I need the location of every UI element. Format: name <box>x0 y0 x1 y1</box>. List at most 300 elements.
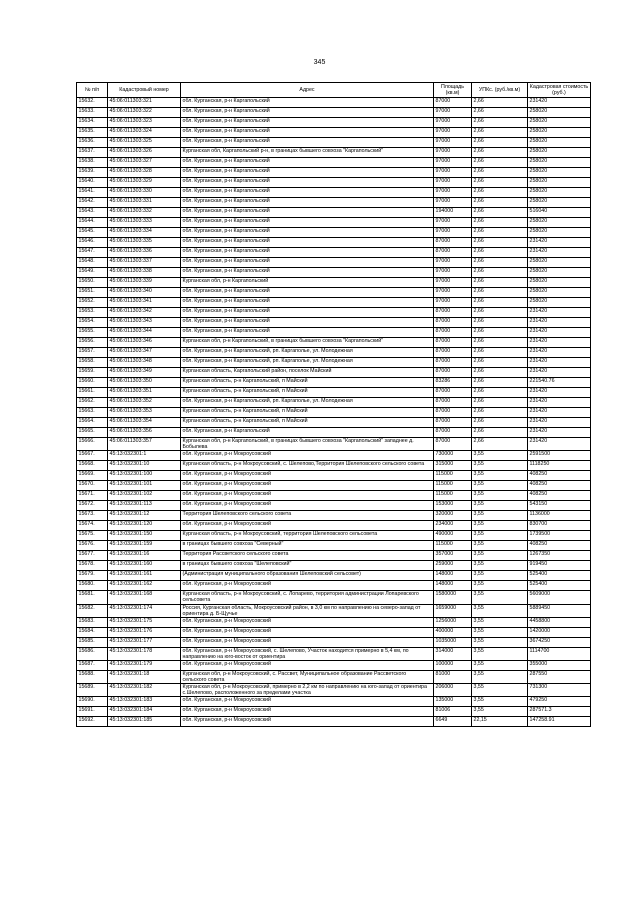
table-row <box>77 471 591 481</box>
cadastral-number-cell: 45:13:032301:159 <box>108 541 181 551</box>
address-cell: Курганская область, р-н Каргапольский, п Майский <box>181 418 434 428</box>
address-cell: Курганская область, р-н Мокроусовский, с. Шелепово,Территория Шелеповского сельского совета <box>181 461 434 471</box>
table-row <box>77 218 591 228</box>
address-cell: Курганская обл, р-н Каргапольский <box>181 278 434 288</box>
address-cell: обл. Курганская, р-н Каргапольский <box>181 98 434 108</box>
table-row <box>77 208 591 218</box>
cadastral-number-cell: 45:06:011303:322 <box>108 108 181 118</box>
cadastral-cost-cell: 287550 <box>528 670 591 683</box>
cadastral-cost-cell: 231420 <box>528 98 591 108</box>
row-number-cell: 15686. <box>77 647 108 660</box>
cadastral-number-cell: 45:06:011303:325 <box>108 138 181 148</box>
header-area: Площадь (кв.м) <box>434 83 472 98</box>
area-cell: 97000 <box>434 298 472 308</box>
cadastral-number-cell: 45:13:032301:101 <box>108 481 181 491</box>
row-number-cell: 15673. <box>77 511 108 521</box>
cadastral-number-cell: 45:06:011303:342 <box>108 308 181 318</box>
table-row <box>77 238 591 248</box>
table-row <box>77 318 591 328</box>
cadastral-cost-cell: 258020 <box>528 218 591 228</box>
area-cell: 87000 <box>434 428 472 438</box>
area-cell: 97000 <box>434 258 472 268</box>
address-cell: (Администрация муниципального образования Шелеповский сельсовет) <box>181 571 434 581</box>
row-number-cell: 15638. <box>77 158 108 168</box>
cadastral-cost-cell: 231420 <box>528 438 591 451</box>
address-cell: обл. Курганская, р-н Каргапольский <box>181 248 434 258</box>
upks-cell: 3,55 <box>472 451 528 461</box>
row-number-cell: 15672. <box>77 501 108 511</box>
cadastral-number-cell: 45:06:011303:353 <box>108 408 181 418</box>
row-number-cell: 15663. <box>77 408 108 418</box>
address-cell: обл. Курганская, р-н Каргапольский <box>181 158 434 168</box>
cadastral-cost-cell: 231420 <box>528 238 591 248</box>
cadastral-number-cell: 45:06:011303:347 <box>108 348 181 358</box>
table-row <box>77 418 591 428</box>
cadastral-cost-cell: 231420 <box>528 388 591 398</box>
cadastral-cost-cell: 258020 <box>528 298 591 308</box>
row-number-cell: 15644. <box>77 218 108 228</box>
cadastral-cost-cell: 543150 <box>528 501 591 511</box>
upks-cell: 3,55 <box>472 707 528 717</box>
address-cell: обл. Курганская, р-н Каргапольский <box>181 428 434 438</box>
cadastral-cost-cell: 2591500 <box>528 451 591 461</box>
cadastral-cost-cell: 1118250 <box>528 461 591 471</box>
row-number-cell: 15636. <box>77 138 108 148</box>
address-cell: обл. Курганская, р-н Каргапольский <box>181 288 434 298</box>
table-row <box>77 108 591 118</box>
upks-cell: 2,66 <box>472 148 528 158</box>
cadastral-number-cell: 45:06:011303:321 <box>108 98 181 108</box>
address-cell: обл. Курганская, р-н Мокроусовский <box>181 481 434 491</box>
area-cell: 97000 <box>434 138 472 148</box>
row-number-cell: 15646. <box>77 238 108 248</box>
upks-cell: 2,66 <box>472 268 528 278</box>
cadastral-number-cell: 45:13:032301:120 <box>108 521 181 531</box>
address-cell: Курганская область, р-н Каргапольский, п Майский <box>181 388 434 398</box>
upks-cell: 2,66 <box>472 198 528 208</box>
address-cell: в границах бывшего совхоза "Северный" <box>181 541 434 551</box>
table-row <box>77 278 591 288</box>
cadastral-number-cell: 45:06:011303:349 <box>108 368 181 378</box>
row-number-cell: 15657. <box>77 348 108 358</box>
cadastral-number-cell: 45:13:032301:161 <box>108 571 181 581</box>
area-cell: 1659000 <box>434 604 472 617</box>
area-cell: 87000 <box>434 248 472 258</box>
area-cell: 97000 <box>434 108 472 118</box>
cadastral-cost-cell: 231420 <box>528 338 591 348</box>
area-cell: 87000 <box>434 408 472 418</box>
cadastral-cost-cell: 258020 <box>528 118 591 128</box>
table-row <box>77 328 591 338</box>
cadastral-number-cell: 45:06:011303:351 <box>108 388 181 398</box>
cadastral-number-cell: 45:13:032301:150 <box>108 531 181 541</box>
header-cadastral-number: Кадастровый номер <box>108 83 181 98</box>
cadastral-cost-cell: 231420 <box>528 308 591 318</box>
upks-cell: 3,55 <box>472 684 528 697</box>
upks-cell: 3,55 <box>472 617 528 627</box>
address-cell: Курганская область, р-н Мокроусовский, территория Шелеповского сельсовета <box>181 531 434 541</box>
cadastral-cost-cell: 3674250 <box>528 637 591 647</box>
row-number-cell: 15679. <box>77 571 108 581</box>
table-row <box>77 408 591 418</box>
upks-cell: 2,66 <box>472 408 528 418</box>
row-number-cell: 15652. <box>77 298 108 308</box>
upks-cell: 3,55 <box>472 637 528 647</box>
cadastral-cost-cell: 1114700 <box>528 647 591 660</box>
area-cell: 87000 <box>434 368 472 378</box>
cadastral-number-cell: 45:13:032301:178 <box>108 647 181 660</box>
address-cell: обл. Курганская, р-н Мокроусовский <box>181 581 434 591</box>
cadastral-number-cell: 45:13:032301:182 <box>108 684 181 697</box>
cadastral-cost-cell: 258020 <box>528 138 591 148</box>
cadastral-number-cell: 45:06:011303:336 <box>108 248 181 258</box>
cadastral-cost-cell: 231420 <box>528 368 591 378</box>
upks-cell: 3,55 <box>472 697 528 707</box>
area-cell: 115000 <box>434 471 472 481</box>
row-number-cell: 15689. <box>77 684 108 697</box>
row-number-cell: 15640. <box>77 178 108 188</box>
cadastral-cost-cell: 258020 <box>528 128 591 138</box>
cadastral-number-cell: 45:13:032301:174 <box>108 604 181 617</box>
table-row <box>77 288 591 298</box>
table-row <box>77 684 591 697</box>
upks-cell: 2,66 <box>472 298 528 308</box>
area-cell: 490000 <box>434 531 472 541</box>
table-body <box>77 98 591 727</box>
address-cell: обл. Курганская, р-н Мокроусовский <box>181 617 434 627</box>
cadastral-number-cell: 45:06:011303:344 <box>108 328 181 338</box>
table-row <box>77 308 591 318</box>
cadastral-number-cell: 45:13:032301:176 <box>108 627 181 637</box>
area-cell: 87000 <box>434 398 472 408</box>
cadastral-cost-cell: 919450 <box>528 561 591 571</box>
row-number-cell: 15683. <box>77 617 108 627</box>
area-cell: 87000 <box>434 358 472 368</box>
area-cell: 115000 <box>434 541 472 551</box>
cadastral-cost-cell: 258020 <box>528 188 591 198</box>
table-row <box>77 581 591 591</box>
cadastral-number-cell: 45:06:011303:324 <box>108 128 181 138</box>
row-number-cell: 15682. <box>77 604 108 617</box>
header-cadastral-cost: Кадастровая стоимость (руб.) <box>528 83 591 98</box>
cadastral-cost-cell: 258020 <box>528 198 591 208</box>
table-row <box>77 660 591 670</box>
cadastral-cost-cell: 5609000 <box>528 591 591 604</box>
upks-cell: 2,66 <box>472 438 528 451</box>
upks-cell: 2,66 <box>472 218 528 228</box>
upks-cell: 2,66 <box>472 178 528 188</box>
address-cell: обл. Курганская, р-н Каргапольский <box>181 128 434 138</box>
table-row <box>77 561 591 571</box>
table-header-row <box>77 83 591 98</box>
table-row <box>77 358 591 368</box>
table-row <box>77 451 591 461</box>
upks-cell: 2,66 <box>472 418 528 428</box>
row-number-cell: 15667. <box>77 451 108 461</box>
table-row <box>77 138 591 148</box>
address-cell: Курганская обл, р-н Каргапольский, в границах бывшего совхоза "Каргапольский" западнее д. Бобылева <box>181 438 434 451</box>
upks-cell: 2,66 <box>472 388 528 398</box>
cadastral-cost-cell: 1420000 <box>528 627 591 637</box>
table-row <box>77 717 591 727</box>
table-row <box>77 707 591 717</box>
cadastral-cost-cell: 408250 <box>528 491 591 501</box>
address-cell: обл. Курганская, р-н Каргапольский <box>181 318 434 328</box>
upks-cell: 3,55 <box>472 581 528 591</box>
cadastral-cost-cell: 231420 <box>528 318 591 328</box>
area-cell: 234000 <box>434 521 472 531</box>
table-row <box>77 168 591 178</box>
row-number-cell: 15678. <box>77 561 108 571</box>
area-cell: 314000 <box>434 647 472 660</box>
cadastral-cost-cell: 4458800 <box>528 617 591 627</box>
upks-cell: 3,55 <box>472 561 528 571</box>
upks-cell: 3,55 <box>472 660 528 670</box>
cadastral-cost-cell: 731300 <box>528 684 591 697</box>
address-cell: обл. Курганская, р-н Мокроусовский <box>181 707 434 717</box>
area-cell: 100000 <box>434 660 472 670</box>
table-row <box>77 591 591 604</box>
table-row <box>77 198 591 208</box>
cadastral-number-cell: 45:06:011303:335 <box>108 238 181 248</box>
address-cell: обл. Курганская, р-н Каргапольский <box>181 208 434 218</box>
cadastral-cost-cell: 408250 <box>528 471 591 481</box>
table-row <box>77 571 591 581</box>
table-row <box>77 128 591 138</box>
cadastral-number-cell: 45:06:011303:337 <box>108 258 181 268</box>
area-cell: 320000 <box>434 511 472 521</box>
cadastral-cost-cell: 1739500 <box>528 531 591 541</box>
address-cell: обл. Курганская, р-н Каргапольский <box>181 178 434 188</box>
area-cell: 97000 <box>434 278 472 288</box>
area-cell: 1035000 <box>434 637 472 647</box>
row-number-cell: 15666. <box>77 438 108 451</box>
table-row <box>77 491 591 501</box>
area-cell: 87000 <box>434 328 472 338</box>
area-cell: 97000 <box>434 158 472 168</box>
header-num: № п/п <box>77 83 108 98</box>
table-row <box>77 398 591 408</box>
row-number-cell: 15665. <box>77 428 108 438</box>
cadastral-number-cell: 45:13:032301:183 <box>108 697 181 707</box>
upks-cell: 3,55 <box>472 591 528 604</box>
address-cell: обл. Курганская, р-н Каргапольский, рп. Каргаполье, ул. Молодежная <box>181 358 434 368</box>
upks-cell: 3,55 <box>472 471 528 481</box>
upks-cell: 2,66 <box>472 328 528 338</box>
cadastral-cost-cell: 525400 <box>528 571 591 581</box>
table-row <box>77 428 591 438</box>
cadastral-number-cell: 45:13:032301:10 <box>108 461 181 471</box>
row-number-cell: 15680. <box>77 581 108 591</box>
cadastral-number-cell: 45:06:011303:331 <box>108 198 181 208</box>
upks-cell: 2,66 <box>472 318 528 328</box>
cadastral-cost-cell: 221540.76 <box>528 378 591 388</box>
address-cell: обл. Курганская, р-н Мокроусовский <box>181 471 434 481</box>
cadastral-number-cell: 45:06:011303:339 <box>108 278 181 288</box>
upks-cell: 2,66 <box>472 208 528 218</box>
address-cell: обл. Курганская, р-н Каргапольский <box>181 118 434 128</box>
cadastral-number-cell: 45:06:011303:340 <box>108 288 181 298</box>
cadastral-number-cell: 45:13:032301:179 <box>108 660 181 670</box>
upks-cell: 2,66 <box>472 428 528 438</box>
area-cell: 97000 <box>434 268 472 278</box>
area-cell: 400000 <box>434 627 472 637</box>
table-row <box>77 228 591 238</box>
table-row <box>77 158 591 168</box>
cadastral-number-cell: 45:13:032301:16 <box>108 551 181 561</box>
upks-cell: 22,15 <box>472 717 528 727</box>
upks-cell: 3,55 <box>472 571 528 581</box>
upks-cell: 2,66 <box>472 128 528 138</box>
upks-cell: 3,55 <box>472 461 528 471</box>
upks-cell: 2,66 <box>472 118 528 128</box>
upks-cell: 2,66 <box>472 98 528 108</box>
address-cell: обл. Курганская, р-н Каргапольский <box>181 268 434 278</box>
cadastral-cost-cell: 258020 <box>528 168 591 178</box>
address-cell: обл. Курганская, р-н Каргапольский <box>181 168 434 178</box>
table-row <box>77 118 591 128</box>
cadastral-cost-cell: 258020 <box>528 158 591 168</box>
upks-cell: 2,66 <box>472 378 528 388</box>
address-cell: обл. Курганская, р-н Каргапольский <box>181 188 434 198</box>
area-cell: 97000 <box>434 288 472 298</box>
upks-cell: 3,55 <box>472 551 528 561</box>
row-number-cell: 15668. <box>77 461 108 471</box>
upks-cell: 2,66 <box>472 108 528 118</box>
cadastral-cost-cell: 830700 <box>528 521 591 531</box>
cadastral-cost-cell: 231420 <box>528 328 591 338</box>
table-row <box>77 98 591 108</box>
row-number-cell: 15651. <box>77 288 108 298</box>
row-number-cell: 15677. <box>77 551 108 561</box>
area-cell: 97000 <box>434 148 472 158</box>
cadastral-number-cell: 45:13:032301:175 <box>108 617 181 627</box>
cadastral-cost-cell: 408250 <box>528 481 591 491</box>
area-cell: 87000 <box>434 238 472 248</box>
address-cell: обл. Курганская, р-н Каргапольский, рп. Каргаполье, ул. Молодежная <box>181 398 434 408</box>
row-number-cell: 15649. <box>77 268 108 278</box>
address-cell: обл. Курганская, р-н Каргапольский <box>181 298 434 308</box>
upks-cell: 3,55 <box>472 531 528 541</box>
cadastral-cost-cell: 258020 <box>528 288 591 298</box>
area-cell: 81006 <box>434 707 472 717</box>
address-cell: Курганская обл, р-н Мокроусовский, примерно в 2,2 км по направлению на юго-запад от ориентира с.Шелепово, расположенного за пределами участка <box>181 684 434 697</box>
cadastral-number-cell: 45:06:011303:328 <box>108 168 181 178</box>
cadastral-number-cell: 45:06:011303:327 <box>108 158 181 168</box>
address-cell: Россия, Курганская область, Мокроусовский район, в 3,0 км по направлению на северо-запад от ориентира д. Б-Щучье <box>181 604 434 617</box>
address-cell: обл. Курганская, р-н Каргапольский <box>181 138 434 148</box>
row-number-cell: 15650. <box>77 278 108 288</box>
row-number-cell: 15641. <box>77 188 108 198</box>
cadastral-number-cell: 45:13:032301:168 <box>108 591 181 604</box>
area-cell: 730000 <box>434 451 472 461</box>
upks-cell: 2,66 <box>472 158 528 168</box>
table-row <box>77 617 591 627</box>
table-row <box>77 521 591 531</box>
row-number-cell: 15645. <box>77 228 108 238</box>
cadastral-cost-cell: 287571.3 <box>528 707 591 717</box>
cadastral-cost-cell: 258020 <box>528 178 591 188</box>
row-number-cell: 15691. <box>77 707 108 717</box>
upks-cell: 2,66 <box>472 138 528 148</box>
area-cell: 315000 <box>434 461 472 471</box>
cadastral-number-cell: 45:13:032301:102 <box>108 491 181 501</box>
row-number-cell: 15656. <box>77 338 108 348</box>
upks-cell: 2,66 <box>472 398 528 408</box>
table-row <box>77 188 591 198</box>
row-number-cell: 15633. <box>77 108 108 118</box>
row-number-cell: 15676. <box>77 541 108 551</box>
upks-cell: 3,55 <box>472 627 528 637</box>
cadastral-number-cell: 45:06:011303:334 <box>108 228 181 238</box>
row-number-cell: 15664. <box>77 418 108 428</box>
upks-cell: 2,66 <box>472 338 528 348</box>
cadastral-cost-cell: 231420 <box>528 428 591 438</box>
upks-cell: 2,66 <box>472 248 528 258</box>
cadastral-cost-cell: 258020 <box>528 108 591 118</box>
address-cell: обл. Курганская, р-н Мокроусовский, с. Шелепово, Участок находится примерно в 5,4 км, по направлению на юго-восток от ориентира <box>181 647 434 660</box>
row-number-cell: 15671. <box>77 491 108 501</box>
row-number-cell: 15669. <box>77 471 108 481</box>
cadastral-cost-cell: 258020 <box>528 148 591 158</box>
table-row <box>77 438 591 451</box>
table-row <box>77 338 591 348</box>
address-cell: Курганская обл, Каргапольский р-н, в границах бывшего совхоза "Каргапольский" <box>181 148 434 158</box>
row-number-cell: 15690. <box>77 697 108 707</box>
upks-cell: 2,66 <box>472 188 528 198</box>
row-number-cell: 15660. <box>77 378 108 388</box>
cadastral-number-cell: 45:06:011303:354 <box>108 418 181 428</box>
area-cell: 1256000 <box>434 617 472 627</box>
area-cell: 6649 <box>434 717 472 727</box>
table-row <box>77 461 591 471</box>
cadastral-number-cell: 45:13:032301:162 <box>108 581 181 591</box>
area-cell: 97000 <box>434 168 472 178</box>
upks-cell: 2,66 <box>472 228 528 238</box>
cadastral-cost-cell: 355000 <box>528 660 591 670</box>
row-number-cell: 15674. <box>77 521 108 531</box>
row-number-cell: 15654. <box>77 318 108 328</box>
table-row <box>77 298 591 308</box>
upks-cell: 3,55 <box>472 511 528 521</box>
address-cell: в границах бывшего совхоза "Шелеповский" <box>181 561 434 571</box>
address-cell: обл. Курганская, р-н Каргапольский <box>181 258 434 268</box>
table-row <box>77 551 591 561</box>
cadastral-cost-cell: 231420 <box>528 248 591 258</box>
cadastral-cost-cell: 147258.91 <box>528 717 591 727</box>
table-row <box>77 501 591 511</box>
address-cell: обл. Курганская, р-н Каргапольский <box>181 238 434 248</box>
table-row <box>77 637 591 647</box>
cadastral-number-cell: 45:06:011303:333 <box>108 218 181 228</box>
table-row <box>77 647 591 660</box>
row-number-cell: 15642. <box>77 198 108 208</box>
upks-cell: 3,55 <box>472 604 528 617</box>
cadastral-cost-cell: 258020 <box>528 268 591 278</box>
area-cell: 97000 <box>434 198 472 208</box>
area-cell: 87000 <box>434 418 472 428</box>
upks-cell: 3,55 <box>472 481 528 491</box>
row-number-cell: 15658. <box>77 358 108 368</box>
area-cell: 87000 <box>434 308 472 318</box>
cadastral-number-cell: 45:13:032301:113 <box>108 501 181 511</box>
address-cell: обл. Курганская, р-н Мокроусовский <box>181 637 434 647</box>
table-row <box>77 511 591 521</box>
upks-cell: 3,55 <box>472 491 528 501</box>
row-number-cell: 15648. <box>77 258 108 268</box>
row-number-cell: 15632. <box>77 98 108 108</box>
upks-cell: 2,66 <box>472 278 528 288</box>
